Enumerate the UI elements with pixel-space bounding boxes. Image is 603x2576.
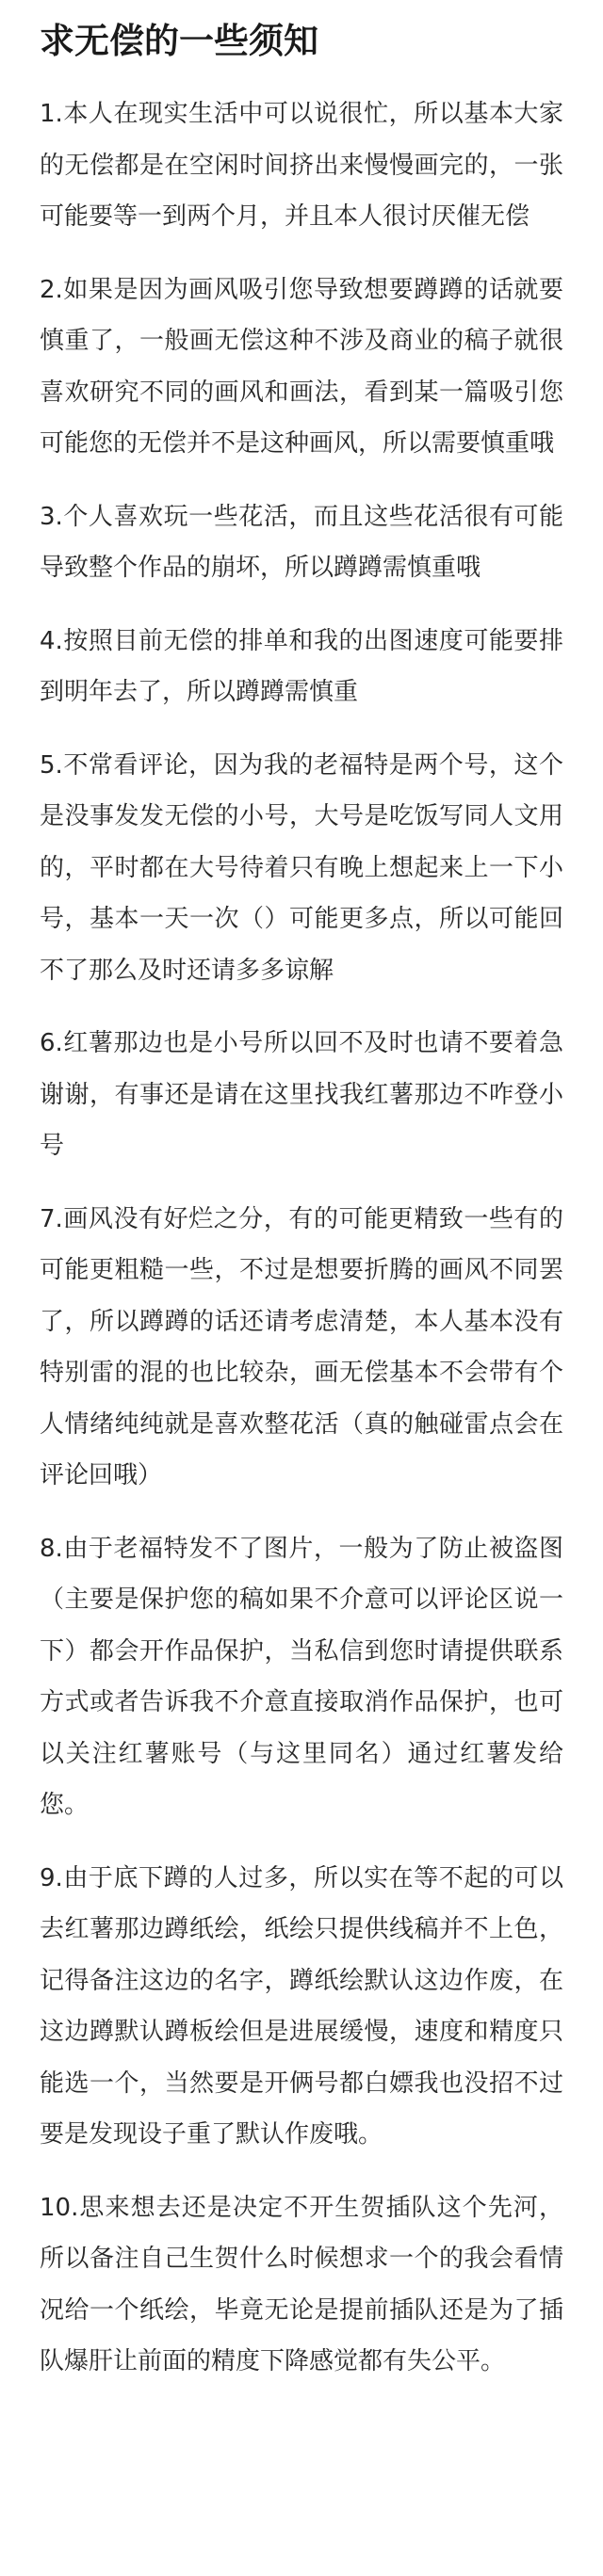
rule-item-3: 3.个人喜欢玩一些花活，而且这些花活很有可能导致整个作品的崩坏，所以蹲蹲需慎重哦 xyxy=(40,502,563,582)
rules-list xyxy=(40,89,563,2409)
rule-item-2: 2.如果是因为画风吸引您导致想要蹲蹲的话就要慎重了，一般画无偿这种不涉及商业的稿子就很喜欢研究不同的画风和画法，看到某一篇吸引您可能您的无偿并不是这种画风，所以需要慎重哦 xyxy=(40,275,563,458)
rule-item-1: 1.本人在现实生活中可以说很忙，所以基本大家的无偿都是在空闲时间挤出来慢慢画完的，一张可能要等一到两个月，并且本人很讨厌催无偿 xyxy=(40,100,563,231)
rule-item-4: 4.按照目前无偿的排单和我的出图速度可能要排到明年去了，所以蹲蹲需慎重 xyxy=(40,626,563,706)
rule-item-7: 7.画风没有好烂之分，有的可能更精致一些有的可能更粗糙一些，不过是想要折腾的画风不同罢了，所以蹲蹲的话还请考虑清楚，本人基本没有特别雷的混的也比较杂，画无偿基本不会带有个人情绪纯纯就是喜欢整花活（真的触碰雷点会在评论回哦） xyxy=(40,1204,563,1489)
page-title: 求无偿的一些须知 xyxy=(40,21,318,61)
rule-item-9: 9.由于底下蹲的人过多，所以实在等不起的可以去红薯那边蹲纸绘，纸绘只提供线稿并不上色，记得备注这边的名字，蹲纸绘默认这边作废，在这边蹲默认蹲板绘但是进展缓慢，速度和精度只能选一个，当然要是开俩号都白嫖我也没招不过要是发现设子重了默认作废哦。 xyxy=(40,1863,563,2149)
rule-item-8: 8.由于老福特发不了图片，一般为了防止被盗图（主要是保护您的稿如果不介意可以评论区说一下）都会开作品保护，当私信到您时请提供联系方式或者告诉我不介意直接取消作品保护，也可以关注红薯账号（与这里同名）通过红薯发给您。 xyxy=(40,1534,563,1819)
rule-item-6: 6.红薯那边也是小号所以回不及时也请不要着急谢谢，有事还是请在这里找我红薯那边不咋登小号 xyxy=(40,1029,563,1160)
rule-item-10: 10.思来想去还是决定不开生贺插队这个先河，所以备注自己生贺什么时候想求一个的我会看情况给一个纸绘，毕竟无论是提前插队还是为了插队爆肝让前面的精度下降感觉都有失公平。 xyxy=(40,2193,563,2375)
rule-item-5: 5.不常看评论，因为我的老福特是两个号，这个是没事发发无偿的小号，大号是吃饭写同人文用的，平时都在大号待着只有晚上想起来上一下小号，基本一天一次（）可能更多点，所以可能回不了那么及时还请多多谅解 xyxy=(40,750,563,985)
